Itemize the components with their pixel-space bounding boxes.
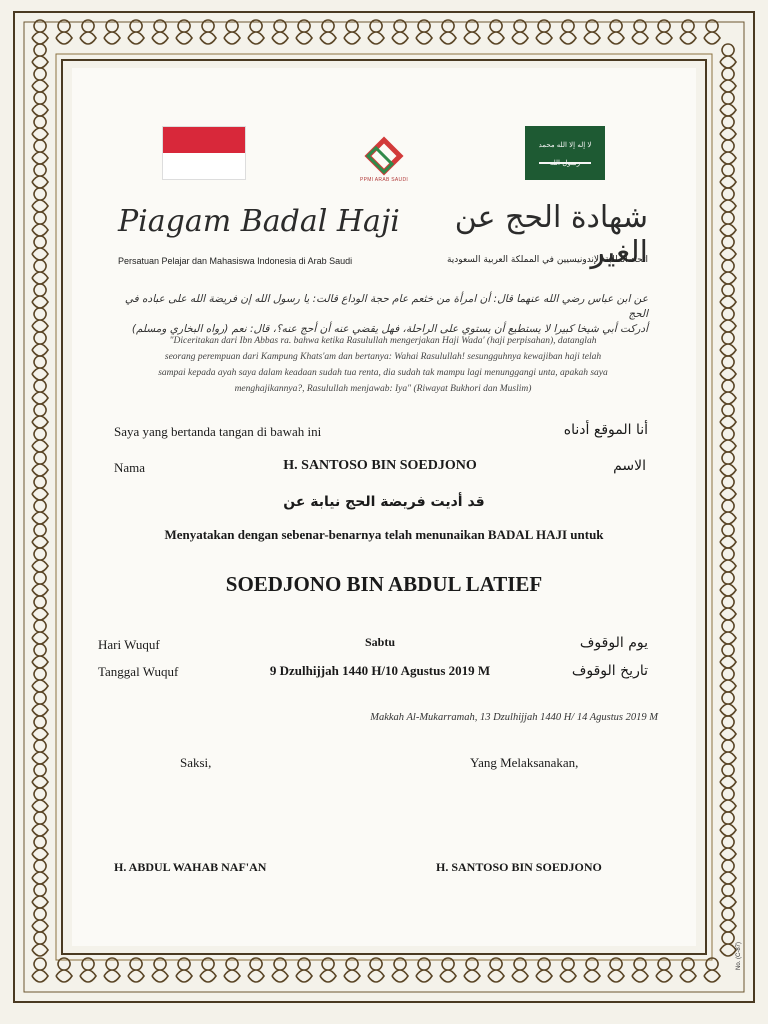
statement-arabic: قد أديت فريضة الحج نيابة عن (283, 494, 485, 510)
wuquf-date-value: 9 Dzulhijjah 1440 H/10 Agustus 2019 M (269, 663, 491, 678)
hadith-translation-line: "Diceritakan dari Ibn Abbas ra. bahwa ketika Rasulullah mengerjakan Haji Wada' (haji perpisahan), datanglah (169, 336, 597, 346)
name-value: H. SANTOSO BIN SOEDJONO (283, 458, 477, 473)
witness-label: Saksi, (180, 755, 212, 770)
logo-caption: PPMI ARAB SAUDI (359, 177, 409, 183)
indonesia-flag (162, 126, 246, 180)
wuquf-date-label: Tanggal Wuquf (98, 664, 179, 679)
statement: Menyatakan dengan sebenar-benarnya telah menunaikan BADAL HAJI untuk (164, 527, 604, 542)
name-label: Nama (114, 460, 146, 475)
hadith-translation-line: sampai kepada ayah saya dalam keadaan sudah tua renta, dia sudah tak mampu lagi menunggangi unta, apakah saya (158, 368, 608, 378)
form-number: No. (C-87) (736, 941, 742, 970)
signer-label-arabic: أنا الموقع أدناه (563, 422, 648, 438)
executor-label: Yang Melaksanakan, (470, 755, 579, 770)
beneficiary-name: SOEDJONO BIN ABDUL LATIEF (225, 572, 543, 596)
organization-latin: Persatuan Pelajar dan Mahasiswa Indonesia di Arab Saudi (118, 256, 353, 266)
hadith-translation-line: menghajikannya?, Rasulullah menjawab: Iya" (Riwayat Bukhori dan Muslim) (234, 384, 532, 394)
title-arabic: شهادة الحج عن الغير (454, 200, 648, 270)
wuquf-day-value: Sabtu (364, 635, 396, 649)
hadith-arabic (118, 292, 648, 337)
title-latin: Piagam Badal Haji (118, 204, 400, 239)
saudi-flag (525, 126, 605, 180)
hadith-translation-line: seorang perempuan dari Kampung Khats'am dan bertanya: Wahai Rasulullah! sesungguhnya kewajiban haji telah (164, 352, 602, 362)
hadith-translation (128, 333, 638, 397)
wuquf-day-label: Hari Wuquf (98, 637, 160, 652)
saudi-flag-shahada: لا إله إلا الله محمد (538, 141, 592, 149)
name-label-arabic: الاسم (613, 458, 646, 474)
place-date: Makkah Al-Mukarramah, 13 Dzulhijjah 1440 H/ 14 Agustus 2019 M (370, 712, 658, 723)
signer-label: Saya yang bertanda tangan di bawah ini (114, 424, 322, 439)
executor-name: H. SANTOSO BIN SOEDJONO (436, 860, 602, 874)
organization-arabic: اتحاد الطلبة الإندونيسيين في المملكة العربية السعودية (446, 255, 648, 265)
wuquf-date-label-arabic: تاريخ الوقوف (571, 663, 648, 679)
wuquf-day-label-arabic: يوم الوقوف (579, 635, 648, 651)
witness-name: H. ABDUL WAHAB NAF'AN (114, 860, 267, 874)
saudi-flag-sword (539, 162, 591, 164)
ppmi-logo-icon (356, 136, 412, 180)
hadith-arabic-line: أدركت أبي شيخا كبيرا لا يستطيع أن يستوي على الراحلة، فهل يقضي عنه أن أحج عنه؟، قال: نعم (رواه البخاري ومسلم) (131, 323, 648, 335)
hadith-arabic-line: عن ابن عباس رضي الله عنهما قال: أن امرأة من خثعم عام حجة الوداع قالت: يا رسول الله إن فريضة الله على عباده في الحج (124, 293, 648, 320)
